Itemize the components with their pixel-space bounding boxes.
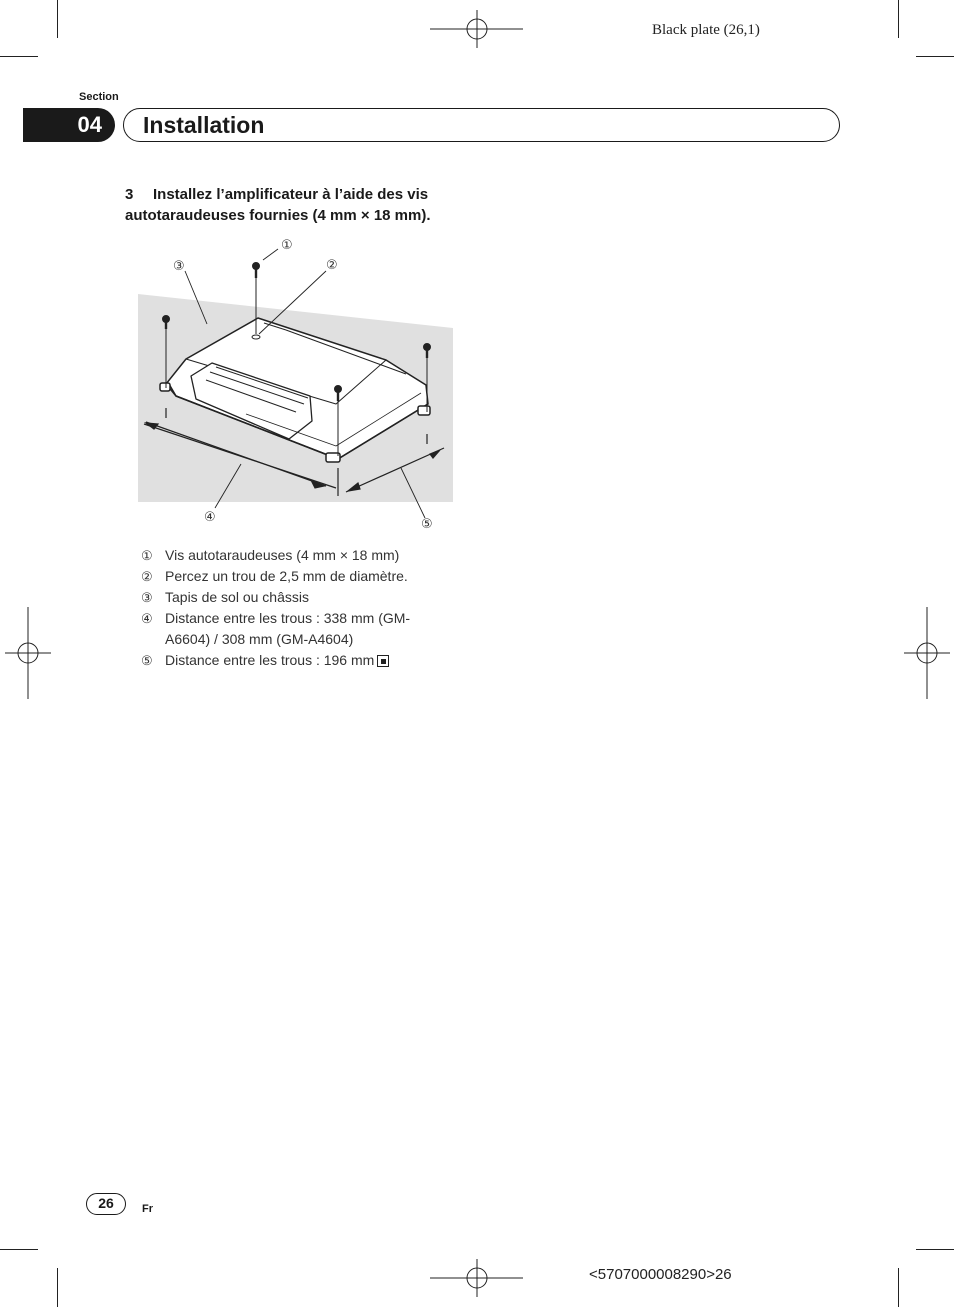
callout-5: ⑤ — [421, 517, 433, 531]
callout-4: ④ — [204, 510, 216, 525]
legend-text: Distance entre les trous : 338 mm (GM-A6604) / 308 mm (GM-A4604) — [165, 610, 411, 647]
legend-number: ② — [141, 569, 153, 584]
language-code: Fr — [142, 1203, 153, 1215]
registration-mark-left — [5, 607, 51, 699]
registration-mark-bottom — [430, 1259, 525, 1297]
callout-3: ③ — [173, 259, 185, 274]
amplifier-mounting-figure — [136, 236, 456, 531]
callout-2: ② — [326, 258, 338, 273]
legend-text: Percez un trou de 2,5 mm de diamètre. — [165, 568, 408, 584]
page-number: 26 — [86, 1193, 126, 1215]
legend-number: ⑤ — [141, 653, 153, 668]
section-label: Section — [79, 91, 119, 103]
document-code: <5707000008290>26 — [589, 1266, 732, 1283]
legend-number: ③ — [141, 590, 153, 605]
legend-text: Tapis de sol ou châssis — [165, 589, 309, 605]
step-number: 3 — [125, 186, 134, 203]
figure-legend — [141, 545, 441, 671]
legend-text: Vis autotaraudeuses (4 mm × 18 mm) — [165, 547, 400, 563]
legend-number: ① — [141, 548, 153, 563]
legend-item — [141, 566, 441, 587]
page-title: Installation — [143, 112, 265, 138]
plate-label: Black plate (26,1) — [652, 22, 760, 38]
legend-number: ④ — [141, 611, 153, 626]
legend-item — [141, 587, 441, 608]
legend-item — [141, 545, 441, 566]
section-number-tab: 04 — [23, 108, 115, 142]
registration-mark-top — [430, 10, 525, 48]
registration-mark-right — [904, 607, 950, 699]
step-instruction — [125, 184, 485, 226]
legend-text: Distance entre les trous : 196 mm — [165, 652, 375, 668]
step-text: Installez l’amplificateur à l’aide des vis autotaraudeuses fournies (4 mm × 18 mm). — [125, 186, 431, 224]
callout-1: ① — [281, 238, 293, 253]
legend-item — [141, 650, 441, 671]
end-of-section-icon — [377, 655, 389, 667]
legend-item — [141, 608, 441, 650]
